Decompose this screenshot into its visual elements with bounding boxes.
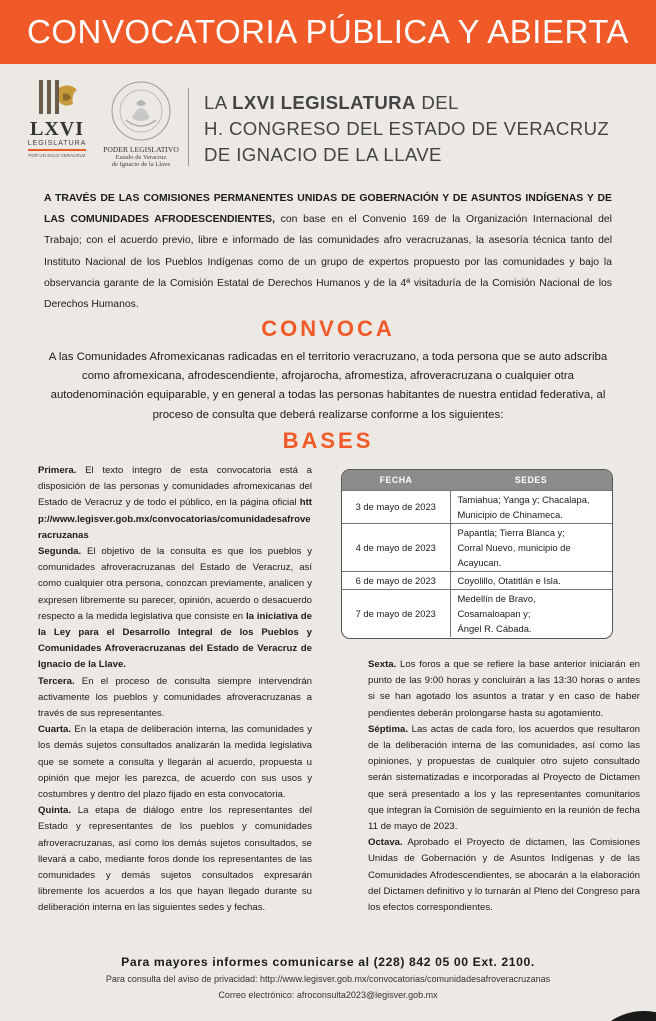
lxvi-text: LXVI [29, 118, 84, 140]
bases-heading: BASES [282, 428, 374, 453]
lxvi-emblem-icon [33, 78, 81, 118]
base-tercera: Tercera. En el proceso de consulta siempre intervendrán activamente los pueblos y comunidades afroveracruzanas a través de sus representantes. [38, 675, 312, 720]
intro-paragraph [44, 188, 612, 315]
org-line3: DE IGNACIO DE LA LLAVE [204, 144, 442, 165]
corner-decoration [584, 1011, 656, 1021]
header-divider [188, 88, 189, 166]
table-header-fecha: FECHA [342, 470, 450, 490]
base-cuarta: Cuarta. En la etapa de deliberación interna, las comunidades y los demás sujetos consultados analizarán la medida legislativa que se somete a consulta y llegarán al acuerdo, propuesta u opinión que mejor les parezca, de acuerdo con sus usos y costumbres y dentro del plazo fijado en esta convocatoria. [38, 724, 312, 801]
org-line1: LA LXVI LEGISLATURA DEL [204, 92, 459, 113]
org-line2: H. CONGRESO DEL ESTADO DE VERACRUZ [204, 118, 610, 139]
bases-right-column [368, 657, 640, 916]
contact-info: Para mayores informes comunicarse al (228) 842 05 00 Ext. 2100. [121, 955, 535, 969]
poder-legislativo-logo [98, 80, 184, 168]
base-octava: Octava. Aprobado el Proyecto de dictamen, las Comisiones Unidas de Gobernación y de Asuntos Indígenas y de las Comunidades Afrodescendientes, se abocarán a la elaboración del Dictamen definitivo y lo turnarán al Pleno del Congreso para los efectos correspondientes. [368, 837, 640, 914]
sedes-table [341, 469, 613, 639]
lxvi-divider [28, 149, 86, 151]
poder-line3: de Ignacio de la Llave [111, 161, 171, 168]
intro-bold: A TRAVÉS DE LAS COMISIONES PERMANENTES UNIDAS DE GOBERNACIÓN Y DE ASUNTOS INDÍGENAS Y DE LAS COMUNIDADES AFRODESCENDIENTES, [44, 193, 612, 226]
table-row: 3 de mayo de 2023 Tamiahua; Yanga y; Chacalapa, Municipio de Chinameca. [342, 490, 612, 523]
convoca-text: A las Comunidades Afromexicanas radicadas en el territorio veracruzano, a toda persona que se auto adscriba como afromexicana, afrodescendiente, afrojarocha, afromestiza, afroveracruzana o cualquier otra autodenominación equiparable, y en general a todas las personas habitantes de nuestra entidad federativa, al proceso de consulta que deberá realizarse conforme a los siguientes: [48, 351, 608, 421]
lxvi-logo [22, 78, 92, 178]
convoca-heading: CONVOCA [261, 316, 395, 341]
intro-rest: con base en el Convenio 169 de la Organización Internacional del Trabajo; con el acuerdo previo, libre e informado de las comunidades afro veracruzanas, la asesoría técnica tanto del Instituto Nacional de los Pueblos Indígenas como de un grupo de expertos propuesto por las comunidades y bajo la observancia garante de la Comisión Estatal de Derechos Humanos y de la 4ª visitaduría de la Comisión Nacional de los Derechos Humanos. [44, 214, 612, 311]
lxvi-tagline: POR UN SOLO VERACRUZ [28, 153, 86, 158]
organization-name [204, 90, 609, 168]
poder-line2: Estado de Veracruz [115, 154, 167, 161]
base-sexta: Sexta. Los foros a que se refiere la base anterior iniciarán en punto de las 9:00 horas y concluirán a las 13:30 horas o antes si se han agotado los asuntos a tratar y en caso de haber pendientes deberán prolongarse hasta su agotamiento. [368, 659, 640, 719]
bases-left-column [38, 463, 312, 917]
table-row: 6 de mayo de 2023 Coyolillo, Otatitlán e Isla. [342, 571, 612, 589]
privacy-notice-link[interactable]: Para consulta del aviso de privacidad: http://www.legisver.gob.mx/convocatorias/comunidadesafroveracruzanas [105, 974, 551, 984]
table-header-sedes: SEDES [450, 470, 612, 490]
lxvi-sub: LEGISLATURA [27, 140, 87, 147]
poder-line1: PODER LEGISLATIVO [103, 145, 179, 154]
banner-title: CONVOCATORIA PÚBLICA Y ABIERTA [0, 0, 656, 64]
national-seal-icon [110, 80, 172, 142]
base-segunda: Segunda. El objetivo de la consulta es que los pueblos y comunidades afroveracruzanas del Estado de Veracruz, así como cualquier otra persona, conozcan previamente, analicen y expresen libremente su parecer, opinión, acuerdo o desacuerdo respecto a la medida legislativa que consiste en la iniciativa de la Ley para el Desarrollo Integral de los Pueblos y Comunidades Afroveracruzanas del Estado de Veracruz de Ignacio de la Llave. [38, 546, 312, 671]
base-septima: Séptima. Las actas de cada foro, los acuerdos que resultaron de la deliberación interna de las comunidades, así como las opiniones, y propuestas de cualquier otro sujeto consultado serán sistematizadas e incorporadas al Proyecto de Dictamen que será presentado a los y las representantes comunitarios que integran la Comisión de seguimiento en la reunión de fecha 11 de mayo de 2023. [368, 723, 640, 833]
base-quinta: Quinta. La etapa de diálogo entre los representantes del Estado y representantes de los pueblos y comunidades afroveracruzanas, así como los demás sujetos consultados, se llevará a cabo, mediante foros donde los representantes de las comunidades y demás sujetos consultados expresarán libremente los acuerdos a los que hayan llegado durante su deliberación interna en las siguientes sedes y fechas. [38, 805, 312, 914]
table-row: 7 de mayo de 2023 Medellín de Bravo, Cosamaloapan y; Ángel R. Cábada. [342, 589, 612, 637]
base-primera: Primera. El texto íntegro de esta convocatoria está a disposición de las personas y comunidades afromexicanas del Estado de Veracruz y de todo el público, en la página oficial http://www.legisver.gob.mx/convocatorias/comunidadesafroveracruzanas [38, 465, 312, 541]
contact-email[interactable]: Correo electrónico: afroconsulta2023@legisver.gob.mx [218, 990, 438, 1000]
table-row: 4 de mayo de 2023 Papantla; Tierra Blanca y; Corral Nuevo, municipio de Acayucan. [342, 523, 612, 571]
convocatoria-link[interactable]: http://www.legisver.gob.mx/convocatorias/comunidadesafroveracruzanas [38, 497, 312, 541]
